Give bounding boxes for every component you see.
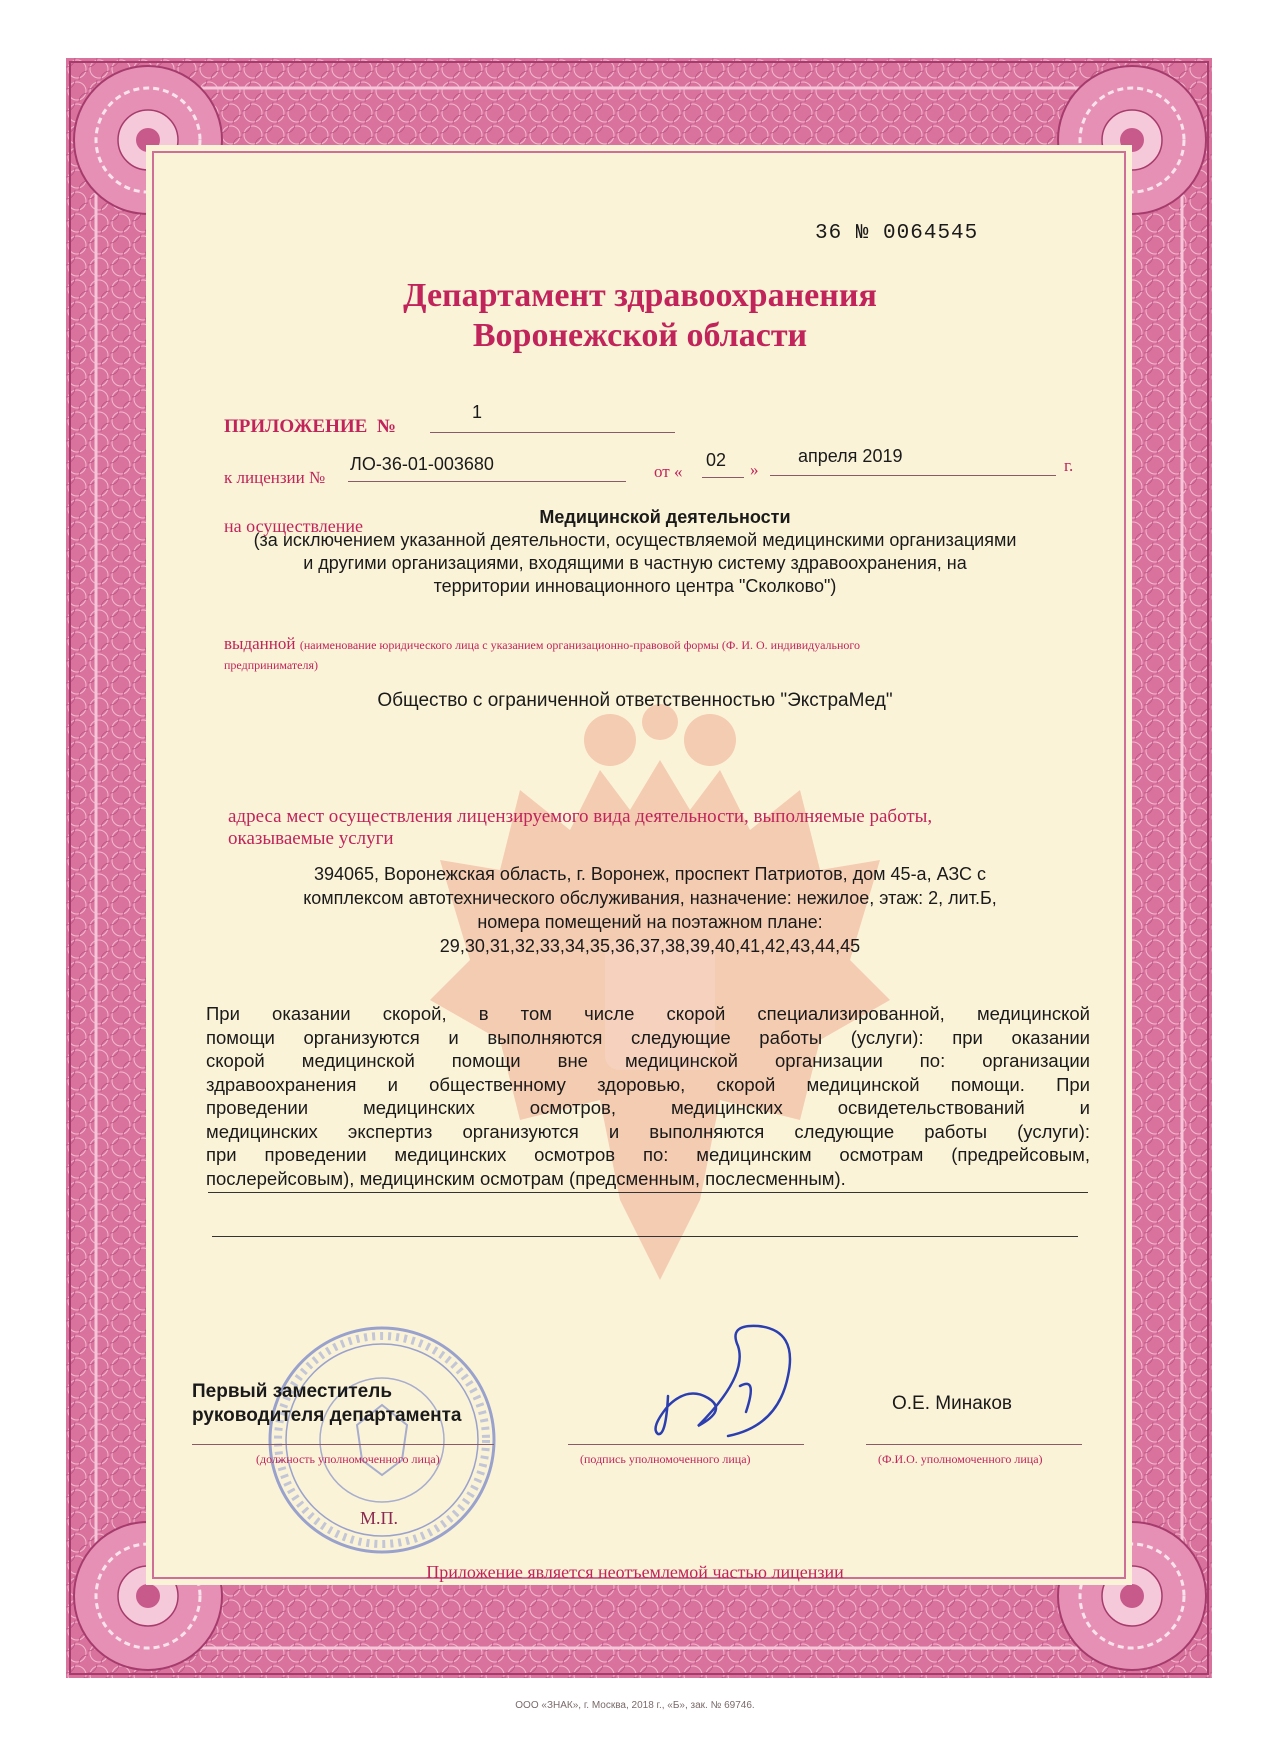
- license-number: ЛО-36-01-003680: [350, 454, 494, 474]
- serial-series: 36: [815, 222, 843, 245]
- services-last-line: послерейсовым), медицинским осмотрам (предсменным, послесменным).: [206, 1167, 846, 1189]
- issued-label: выданной: [224, 634, 296, 653]
- license-day-line: [702, 477, 744, 478]
- license-day-close: »: [750, 460, 759, 479]
- services-line: при проведении медицинских осмотров по: медицинским осмотрам (предрейсовым,: [206, 1144, 1090, 1165]
- address-line: номера помещений на поэтажном плане:: [477, 912, 823, 932]
- serial-number-sign: №: [855, 222, 870, 245]
- activity-title: Медицинской деятельности: [539, 507, 791, 527]
- signatory-name: О.Е. Минаков: [892, 1393, 1012, 1414]
- license-year-suffix: г.: [1064, 456, 1074, 475]
- license-label: к лицензии №: [224, 468, 326, 487]
- issued-hint: (наименование юридического лица с указанием организационно-правовой формы (Ф. И. О. индивидуального: [299, 638, 861, 652]
- seal-place: М.П.: [360, 1508, 399, 1528]
- services-line: проведении медицинских осмотров, медицинских освидетельствований и: [206, 1097, 1090, 1118]
- activity-line: и другими организациями, входящими в частную систему здравоохранения, на: [303, 553, 967, 573]
- position-line: [192, 1444, 494, 1445]
- issued-to-block: [224, 634, 1084, 675]
- name-line: [866, 1444, 1082, 1445]
- appendix-number: 1: [472, 402, 483, 422]
- services-line: помощи организуются и выполняются следующие работы (услуги): при оказании: [206, 1026, 1090, 1048]
- issued-hint-2: предпринимателя): [224, 658, 318, 672]
- caption-name: (Ф.И.О. уполномоченного лица): [878, 1452, 1043, 1466]
- serial-value: 0064545: [883, 222, 979, 245]
- address-line: комплексом автотехнического обслуживания, назначение: нежилое, этаж: 2, лит.Б,: [303, 888, 997, 908]
- caption-position: (должность уполномоченного лица): [256, 1452, 440, 1466]
- activity-line: (за исключением указанной деятельности, осуществляемой медицинскими организациями: [253, 530, 1017, 550]
- printer-imprint: ООО «ЗНАК», г. Москва, 2018 г., «Б», зак. № 69746.: [515, 1700, 755, 1711]
- addresses-list: [200, 862, 1100, 958]
- services-rule-2: [212, 1236, 1078, 1237]
- license-month-year: апреля 2019: [798, 446, 903, 466]
- services-line: скорой медицинской помощи вне медицинской организации по: организации: [206, 1050, 1090, 1071]
- license-from-label: от «: [654, 462, 683, 481]
- authority-line-2: Воронежской области: [472, 317, 808, 354]
- license-day: 02: [706, 450, 727, 470]
- appendix-label: ПРИЛОЖЕНИЕ №: [224, 416, 396, 437]
- services-line: При оказании скорой, в том числе скорой специализированной, медицинской: [206, 1003, 1090, 1024]
- activity-label: на осуществление: [224, 516, 363, 536]
- handwritten-signature-icon: [628, 1316, 828, 1456]
- organization-name: Общество с ограниченной ответственностью "ЭкстраМед": [377, 690, 893, 711]
- license-number-line: [348, 481, 626, 482]
- services-line: здравоохранения и общественному здоровью, скорой медицинской помощи. При: [206, 1073, 1090, 1095]
- activity-line: территории инновационного центра "Сколково"): [433, 576, 837, 596]
- services-rule-1: [208, 1192, 1088, 1193]
- license-date-line: [770, 475, 1056, 476]
- appendix-number-line: [430, 432, 675, 433]
- footer-note: Приложение является неотъемлемой частью лицензии: [426, 1562, 844, 1582]
- serial-number: [815, 222, 978, 245]
- addresses-label: адреса мест осуществления лицензируемого вида деятельности, выполняемые работы, оказываемые услуги: [228, 806, 933, 849]
- signatory-position: Первый заместитель руководителя департамента: [192, 1381, 462, 1426]
- signature-line: [568, 1444, 804, 1445]
- authority-line-1: Департамент здравоохранения: [403, 277, 877, 314]
- issuing-authority: [250, 276, 1030, 356]
- address-line: 29,30,31,32,33,34,35,36,37,38,39,40,41,42,43,44,45: [439, 936, 861, 956]
- services-text: [206, 1002, 1090, 1190]
- services-line: медицинских экспертиз организуются и выполняются следующие работы (услуги):: [206, 1120, 1090, 1142]
- activity-description: [190, 506, 1080, 598]
- address-line: 394065, Воронежская область, г. Воронеж, проспект Патриотов, дом 45-а, АЗС с: [313, 864, 987, 884]
- caption-signature: (подпись уполномоченного лица): [580, 1452, 751, 1466]
